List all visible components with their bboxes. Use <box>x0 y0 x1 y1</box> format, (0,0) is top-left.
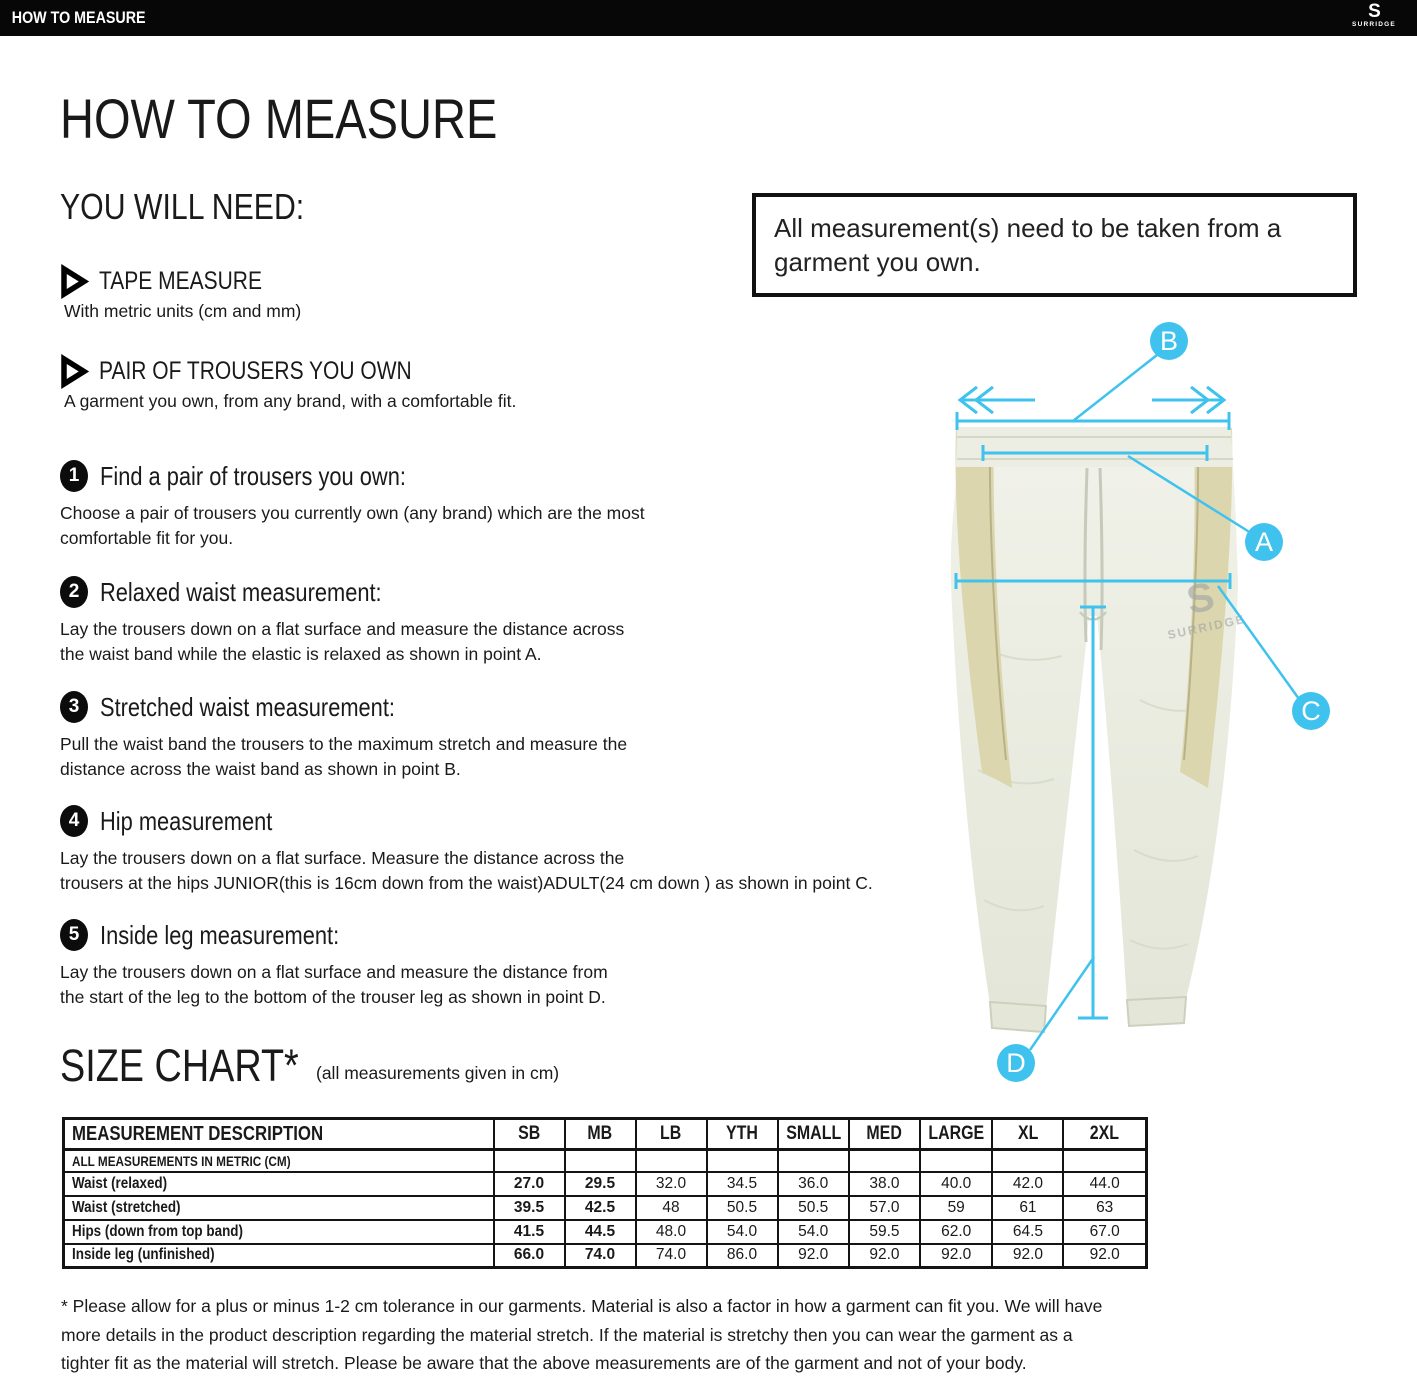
surridge-logo <box>1341 2 1407 28</box>
column-header-small: SMALL <box>778 1119 849 1150</box>
step-body-line: Choose a pair of trousers you currently own (any brand) which are the most <box>60 503 645 523</box>
step-body-line: distance across the waist band as shown in point B. <box>60 758 461 779</box>
size-chart-title: SIZE CHART* <box>60 1040 299 1091</box>
triangle-bullet-icon <box>60 356 87 387</box>
size-cell: 44.0 <box>1063 1172 1146 1196</box>
size-cell: 32.0 <box>636 1172 707 1196</box>
need-item-description: A garment you own, from any brand, with a comfortable fit. <box>64 391 517 411</box>
trousers-diagram <box>930 300 1360 1100</box>
size-cell: 39.5 <box>494 1196 565 1220</box>
size-cell: 63 <box>1063 1196 1146 1220</box>
size-cell: 48.0 <box>636 1220 707 1244</box>
size-chart-table <box>62 1117 1148 1269</box>
step-number-badge: 4 <box>60 805 88 837</box>
size-cell: 27.0 <box>494 1172 565 1196</box>
footnote-line: tighter fit as the material will stretch. Please be aware that the above measurements are of the garment and not of your body. <box>61 1353 1027 1373</box>
step-number-badge: 3 <box>60 691 88 723</box>
step-body-line: Lay the trousers down on a flat surface and measure the distance from <box>60 962 608 982</box>
size-cell: 50.5 <box>707 1196 778 1220</box>
step-body <box>60 617 624 666</box>
size-cell: 74.0 <box>636 1244 707 1268</box>
step-title: Find a pair of trousers you own: <box>100 460 406 491</box>
size-cell: 36.0 <box>778 1172 849 1196</box>
table-row-inside-leg: Inside leg (unfinished) 66.0 74.0 74.0 86.0 92.0 92.0 92.0 92.0 92.0 <box>64 1244 1147 1268</box>
step-body-line: trousers at the hips JUNIOR(this is 16cm down from the waist)ADULT(24 cm down ) as shown in point C. <box>60 872 873 893</box>
column-header-lb: LB <box>636 1119 707 1150</box>
size-cell: 54.0 <box>778 1220 849 1244</box>
need-item-label: PAIR OF TROUSERS YOU OWN <box>99 357 412 385</box>
size-cell: 40.0 <box>920 1172 993 1196</box>
size-cell: 74.0 <box>565 1244 636 1268</box>
footnote-line: more details in the product description regarding the material stretch. If the material is stretchy then you can wear the garment as a <box>61 1324 1073 1345</box>
step-number-badge: 1 <box>60 460 88 492</box>
size-cell: 42.0 <box>992 1172 1063 1196</box>
size-cell: 92.0 <box>778 1244 849 1268</box>
size-cell: 44.5 <box>565 1220 636 1244</box>
triangle-bullet-icon <box>60 266 87 297</box>
size-cell: 92.0 <box>849 1244 920 1268</box>
footnote-line: * Please allow for a plus or minus 1-2 cm tolerance in our garments. Material is also a factor in how a garment can fit you. We will have <box>61 1296 1103 1316</box>
column-header-xl: XL <box>992 1119 1063 1150</box>
footnote <box>61 1292 1102 1378</box>
page-title: HOW TO MEASURE <box>60 87 498 150</box>
column-header-large: LARGE <box>920 1119 993 1150</box>
step-body <box>60 732 627 781</box>
step-body-line: comfortable fit for you. <box>60 527 234 548</box>
size-cell: 92.0 <box>992 1244 1063 1268</box>
size-cell: 66.0 <box>494 1244 565 1268</box>
size-cell: 59.5 <box>849 1220 920 1244</box>
step-3 <box>60 691 627 781</box>
size-cell: 50.5 <box>778 1196 849 1220</box>
size-cell: 38.0 <box>849 1172 920 1196</box>
step-body-line: Lay the trousers down on a flat surface. Measure the distance across the <box>60 848 625 868</box>
need-item-label: TAPE MEASURE <box>99 267 262 295</box>
size-cell: 62.0 <box>920 1220 993 1244</box>
step-body <box>60 501 645 550</box>
table-header-row <box>64 1119 1147 1150</box>
top-bar-title: HOW TO MEASURE <box>11 8 146 27</box>
left-cuff <box>990 1002 1046 1032</box>
you-will-need-heading: YOU WILL NEED: <box>60 186 305 227</box>
leader-line-b <box>1073 355 1157 421</box>
subheader-cell: ALL MEASUREMENTS IN METRIC (CM) <box>64 1150 494 1172</box>
size-cell: 42.5 <box>565 1196 636 1220</box>
trousers-graphic <box>951 427 1247 1032</box>
size-cell: 92.0 <box>1063 1244 1146 1268</box>
need-item-tape-measure <box>60 266 301 322</box>
step-body-line: Pull the waist band the trousers to the maximum stretch and measure the <box>60 734 628 754</box>
size-cell: 67.0 <box>1063 1220 1146 1244</box>
size-cell: 34.5 <box>707 1172 778 1196</box>
column-header-2xl: 2XL <box>1063 1119 1146 1150</box>
size-cell: 64.5 <box>992 1220 1063 1244</box>
step-title: Hip measurement <box>100 805 273 836</box>
note-box <box>752 193 1357 297</box>
step-body-line: the start of the leg to the bottom of the trouser leg as shown in point D. <box>60 986 606 1007</box>
table-subheader-row <box>64 1150 1147 1172</box>
table-row-waist-stretched: Waist (stretched) 39.5 42.5 48 50.5 50.5 57.0 59 61 63 <box>64 1196 1147 1220</box>
size-cell: 92.0 <box>920 1244 993 1268</box>
step-title: Inside leg measurement: <box>100 919 340 950</box>
column-header-mb: MB <box>565 1119 636 1150</box>
size-cell: 54.0 <box>707 1220 778 1244</box>
column-header-sb: SB <box>494 1119 565 1150</box>
marker-d-label: D <box>1006 1048 1026 1078</box>
note-text: All measurement(s) need to be taken from a garment you own. <box>774 213 1282 277</box>
step-number-badge: 2 <box>60 576 88 608</box>
size-cell: 41.5 <box>494 1220 565 1244</box>
garment-logo-wordmark: SURRIDGE <box>1166 611 1247 643</box>
step-4 <box>60 805 873 895</box>
garment-logo-s-icon: S <box>1182 574 1219 623</box>
surridge-s-icon: S <box>1368 1 1380 22</box>
size-cell: 86.0 <box>707 1244 778 1268</box>
marker-a-label: A <box>1254 527 1274 557</box>
step-1 <box>60 460 645 550</box>
step-title: Relaxed waist measurement: <box>100 576 382 607</box>
need-item-description: With metric units (cm and mm) <box>64 301 302 321</box>
column-header-yth: YTH <box>707 1119 778 1150</box>
size-cell: 29.5 <box>565 1172 636 1196</box>
size-chart-caption: (all measurements given in cm) <box>316 1063 560 1083</box>
table-row-waist-relaxed: Waist (relaxed) 27.0 29.5 32.0 34.5 36.0 38.0 40.0 42.0 44.0 <box>64 1172 1147 1196</box>
step-title: Stretched waist measurement: <box>100 691 395 722</box>
step-5 <box>60 919 608 1009</box>
size-cell: 57.0 <box>849 1196 920 1220</box>
table-row-hips: Hips (down from top band) 41.5 44.5 48.0 54.0 54.0 59.5 62.0 64.5 67.0 <box>64 1220 1147 1244</box>
step-body <box>60 960 608 1009</box>
step-body-line: Lay the trousers down on a flat surface and measure the distance across <box>60 619 625 639</box>
waistband <box>956 427 1233 467</box>
column-header-med: MED <box>849 1119 920 1150</box>
marker-c-label: C <box>1301 696 1321 726</box>
size-cell: 48 <box>636 1196 707 1220</box>
marker-b-label: B <box>1159 326 1179 356</box>
column-header-description: MEASUREMENT DESCRIPTION <box>64 1119 494 1150</box>
step-body-line: the waist band while the elastic is relaxed as shown in point A. <box>60 643 542 664</box>
surridge-wordmark: SURRIDGE <box>1352 21 1396 28</box>
need-item-trousers <box>60 356 516 412</box>
step-2 <box>60 576 624 666</box>
size-cell: 61 <box>992 1196 1063 1220</box>
top-bar <box>0 0 1417 36</box>
size-cell: 59 <box>920 1196 993 1220</box>
right-cuff <box>1127 997 1186 1026</box>
step-number-badge: 5 <box>60 919 88 951</box>
step-body <box>60 846 873 895</box>
